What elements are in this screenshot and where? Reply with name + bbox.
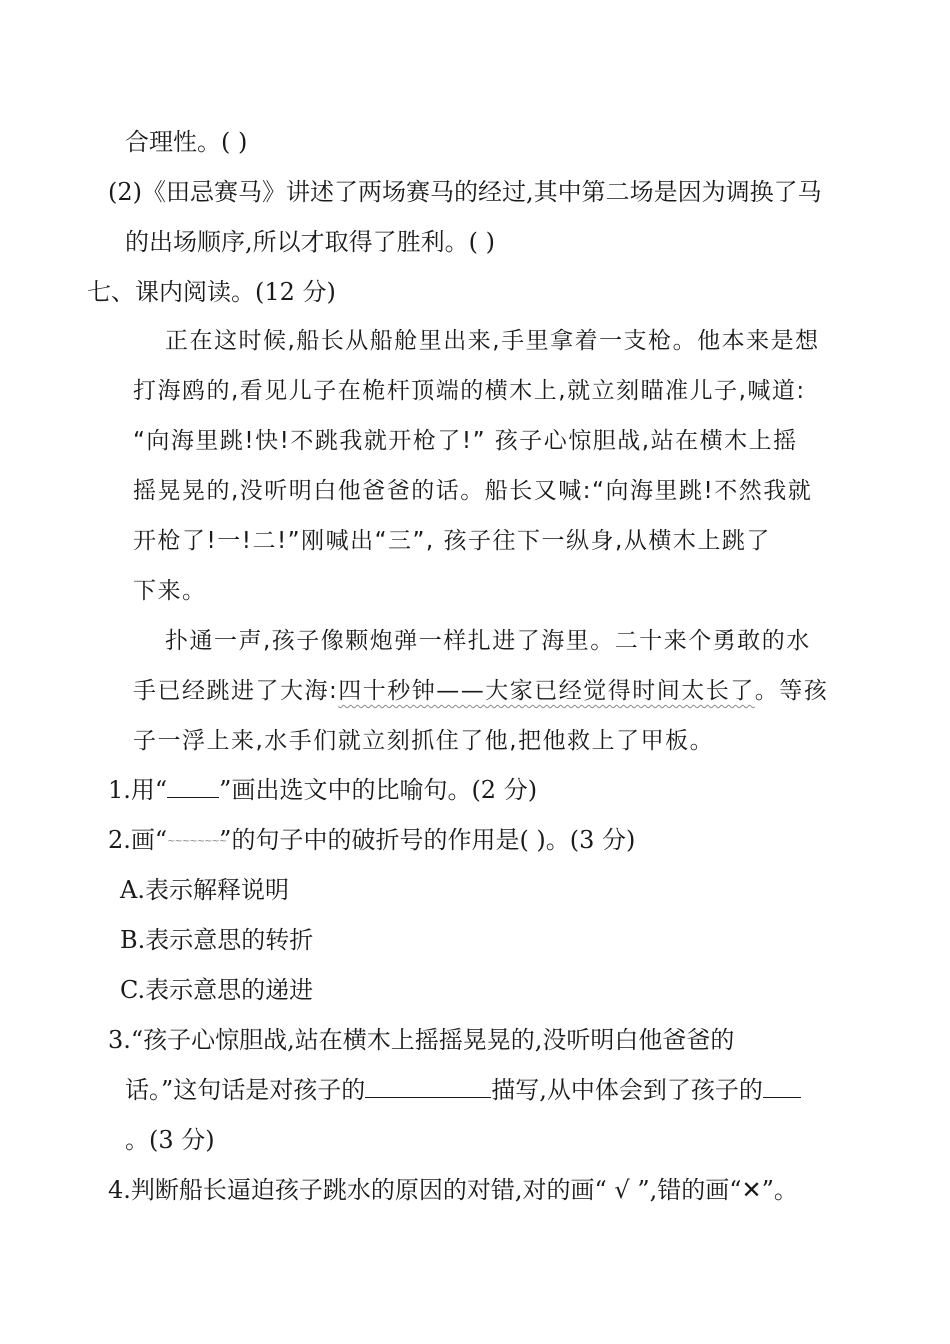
wavy-line-sample xyxy=(167,826,219,848)
passage-line: 开枪了!一!二!”刚喊出“三”, 孩子往下一纵身,从横木上跳了 xyxy=(133,528,771,554)
wavy-underlined-sentence: 四十秒钟——大家已经觉得时间太长了 xyxy=(338,678,755,704)
question-3: 3.“孩子心惊胆战,站在横木上摇摇晃晃的,没听明白他爸爸的 xyxy=(108,1026,735,1054)
text-line-3: 的出场顺序,所以才取得了胜利。( ) xyxy=(125,228,495,256)
answer-blank[interactable] xyxy=(365,1075,491,1098)
question-text: 2.画“ xyxy=(108,826,168,854)
answer-blank[interactable] xyxy=(763,1075,801,1098)
option-c: C.表示意思的递进 xyxy=(120,976,314,1004)
passage-line: 打海鸥的,看见儿子在桅杆顶端的横木上,就立刻瞄准儿子,喊道: xyxy=(133,378,806,404)
question-2 xyxy=(108,824,635,856)
passage-line: 正在这时候,船长从船舱里出来,手里拿着一支枪。他本来是想 xyxy=(165,328,820,354)
question-text: ”画出选文中的比喻句。(2 分) xyxy=(219,776,538,804)
passage-line: 子一浮上来,水手们就立刻抓住了他,把他救上了甲板。 xyxy=(133,728,715,754)
option-b: B.表示意思的转折 xyxy=(120,926,314,954)
straight-line-sample xyxy=(167,775,219,798)
section-heading: 七、课内阅读。(12 分) xyxy=(87,278,336,306)
passage-text: 手已经跳进了大海: xyxy=(133,678,339,704)
question-3-line-2 xyxy=(125,1074,801,1106)
question-text: 1.用“ xyxy=(108,776,168,804)
question-1 xyxy=(108,774,537,806)
passage-line: 扑通一声,孩子像颗炮弹一样扎进了海里。二十来个勇敢的水 xyxy=(165,628,811,654)
question-text: 话。”这句话是对孩子的 xyxy=(125,1076,366,1104)
judgement-item-2: (2)《田忌赛马》讲述了两场赛马的经过,其中第二场是因为调换了马 xyxy=(108,178,822,206)
question-4: 4.判断船长逼迫孩子跳水的原因的对错,对的画“ √ ”,错的画“✕”。 xyxy=(108,1176,798,1204)
passage-line xyxy=(133,675,828,707)
question-3-line-3: 。(3 分) xyxy=(125,1126,215,1154)
passage-text: 。等孩 xyxy=(754,678,829,704)
passage-line: 摇晃晃的,没听明白他爸爸的话。船长又喊:“向海里跳!不然我就 xyxy=(133,478,813,504)
question-text: 描写,从中体会到了孩子的 xyxy=(491,1076,763,1104)
question-text: ”的句子中的破折号的作用是( )。(3 分) xyxy=(219,826,636,854)
option-a: A.表示解释说明 xyxy=(120,876,289,904)
passage-line: 下来。 xyxy=(133,578,207,604)
passage-line: “向海里跳!快!不跳我就开枪了!” 孩子心惊胆战,站在横木上摇 xyxy=(133,428,798,454)
text-line-1: 合理性。( ) xyxy=(125,128,248,156)
